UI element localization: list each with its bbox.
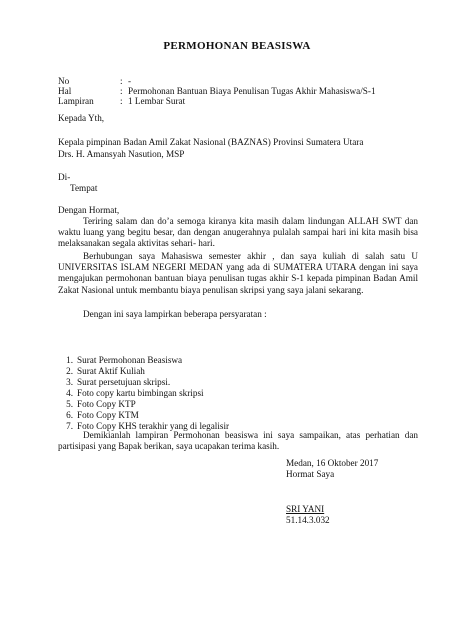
recipient-line-1: Kepala pimpinan Badan Amil Zakat Nasional (BAZNAS) Provinsi Sumatera Utara [58, 137, 364, 147]
recipient-salutation: Kepada Yth, [58, 113, 105, 123]
meta-key: Lampiran [58, 96, 94, 106]
list-number: 7. [66, 421, 73, 431]
paragraph-3: Dengan ini saya lampirkan beberapa persyaratan : [83, 309, 267, 319]
closing-paragraph: Demikianlah lampiran Permohonan beasiswa ini saya sampaikan, atas perhatian dan partisipasi yang Bapak berikan, saya ucapakan terima kasih. [58, 430, 418, 452]
meta-sep: : [120, 96, 123, 106]
list-item [58, 399, 229, 410]
list-item [58, 410, 229, 421]
paragraph-2: Berhubungan saya Mahasiswa semester akhir , dan saya kuliah di salah satu U UNIVERSITAS ISLAM NEGERI MEDAN yang ada di SUMATERA UTARA dengan ini saya mengajukan permohonan bantuan biaya penulisan tugas akhir S-1 kepada pimpinan Badan Amil Zakat Nasional untuk membantu biaya penulisan skripsi yang saya jalani sekarang. [58, 251, 418, 295]
meta-row-hal [58, 86, 376, 96]
list-number: 2. [66, 366, 73, 376]
list-number: 5. [66, 399, 73, 409]
meta-key: No [58, 76, 70, 86]
opening-greeting: Dengan Hormat, [58, 205, 120, 215]
recipient-line-2: Drs. H. Amansyah Nasution, MSP [58, 149, 185, 159]
list-text: Foto Copy KTP [77, 399, 136, 409]
meta-value: - [128, 76, 132, 86]
signature-place-date: Medan, 16 Oktober 2017 [286, 458, 379, 468]
list-text: Surat Aktif Kuliah [77, 366, 145, 376]
list-item [58, 366, 229, 377]
recipient-tempat: Tempat [70, 183, 98, 193]
list-item [58, 388, 229, 399]
requirements-list [58, 355, 229, 432]
list-number: 3. [66, 377, 73, 387]
meta-row-no [58, 76, 376, 86]
list-text: Foto Copy KHS terakhir yang di legalisir [77, 421, 230, 431]
list-text: Surat Permohonan Beasiswa [77, 355, 183, 365]
list-number: 1. [66, 355, 73, 365]
meta-value: 1 Lembar Surat [128, 96, 186, 106]
list-item [58, 355, 229, 366]
signature-id: 51.14.3.032 [286, 515, 330, 525]
signature-regards: Hormat Saya [286, 469, 335, 479]
document-title: PERMOHONAN BEASISWA [163, 40, 311, 52]
meta-sep: : [120, 86, 123, 96]
paragraph-1: Teriring salam dan do’a semoga kiranya kita masih dalam lindungan ALLAH SWT dan waktu luang yang begitu besar, dan dengan anugerahnya pulalah sampai hari ini kita masih bisa melaksanakan segala aktivitas sehari- hari. [58, 216, 418, 249]
signature-name: SRI YANI [286, 504, 325, 514]
letter-meta [58, 76, 376, 106]
meta-sep: : [120, 76, 123, 86]
list-text: Surat persetujuan skripsi. [77, 377, 171, 387]
list-text: Foto copy kartu bimbingan skripsi [77, 388, 204, 398]
meta-row-lampiran [58, 96, 376, 106]
meta-value: Permohonan Bantuan Biaya Penulisan Tugas Akhir Mahasiswa/S-1 [128, 86, 376, 96]
list-number: 6. [66, 410, 73, 420]
meta-key: Hal [58, 86, 72, 96]
recipient-di: Di- [58, 172, 71, 182]
list-number: 4. [66, 388, 73, 398]
list-text: Foto Copy KTM [77, 410, 139, 420]
list-item [58, 377, 229, 388]
